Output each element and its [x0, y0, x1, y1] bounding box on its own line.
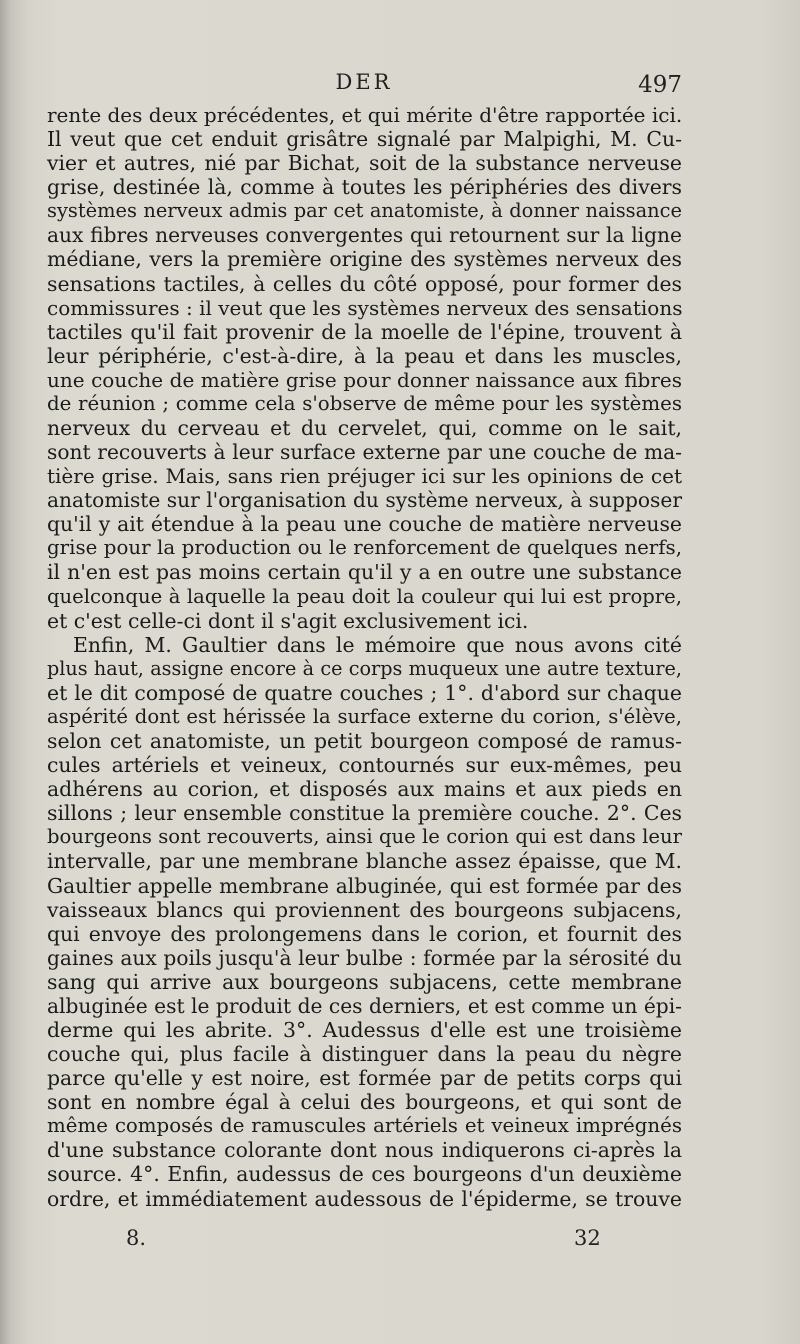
text-line: intervalle, par une membrane blanche assez épaisse, que M. — [47, 849, 682, 874]
text-line: gaines aux poils jusqu'à leur bulbe : formée par la sérosité du — [47, 945, 682, 970]
text-line: bourgeons sont recouverts, ainsi que le corion qui est dans leur — [47, 825, 682, 849]
text-line: sont en nombre égal à celui des bourgeons, et qui sont de — [47, 1090, 682, 1115]
text-line: parce qu'elle y est noire, est formée par de petits corps qui — [47, 1066, 682, 1091]
text-line: aspérité dont est hérissée la surface externe du corion, s'élève, — [47, 704, 682, 728]
text-line: il n'en est pas moins certain qu'il y a en outre une substance — [47, 560, 682, 585]
text-line: vaisseaux blancs qui proviennent des bourgeons subjacens, — [47, 897, 682, 922]
text-line: sang qui arrive aux bourgeons subjacens, cette membrane — [47, 969, 682, 994]
text-line: d'une substance colorante dont nous indiquerons ci-après la — [47, 1138, 682, 1163]
text-line: nerveux du cerveau et du cervelet, qui, comme on le sait, — [47, 416, 682, 441]
text-line: cules artériels et veineux, contournés sur eux-mêmes, peu — [47, 753, 682, 778]
text-line: source. 4°. Enfin, audessus de ces bourgeons d'un deuxième — [47, 1162, 682, 1187]
text-line: vier et autres, nié par Bichat, soit de la substance nerveuse — [47, 151, 682, 176]
page-number: 497 — [638, 72, 682, 98]
text-line: qui envoye des prolongemens dans le corion, et fournit des — [47, 921, 682, 946]
text-line: derme qui les abrite. 3°. Audessus d'elle est une troisième — [47, 1017, 682, 1042]
text-line: sillons ; leur ensemble constitue la première couche. 2°. Ces — [47, 801, 682, 826]
text-line: grise, destinée là, comme à toutes les périphéries des divers — [47, 175, 682, 200]
text-line: qu'il y ait étendue à la peau une couche de matière nerveuse — [47, 512, 682, 537]
signature-mark: 8. — [126, 1226, 147, 1250]
text-line: quelconque à laquelle la peau doit la couleur qui lui est propre, — [47, 584, 682, 608]
text-line: aux fibres nerveuses convergentes qui retournent sur la ligne — [47, 223, 682, 248]
text-line: de réunion ; comme cela s'observe de même pour les systèmes — [47, 391, 682, 415]
text-line: Il veut que cet enduit grisâtre signalé par Malpighi, M. Cu- — [47, 127, 682, 152]
text-line: systèmes nerveux admis par cet anatomiste, à donner naissance — [47, 199, 682, 223]
text-line: Gaultier appelle membrane albuginée, qui est formée par des — [47, 873, 682, 898]
text-line: médiane, vers la première origine des systèmes nerveux des — [47, 247, 682, 272]
text-line: adhérens au corion, et disposés aux mains et aux pieds en — [47, 777, 682, 802]
page-footer — [46, 1226, 682, 1256]
text-line: grise pour la production ou le renforcement de quelques nerfs, — [47, 536, 682, 560]
text-line: leur périphérie, c'est-à-dire, à la peau et dans les muscles, — [47, 343, 682, 368]
text-line: selon cet anatomiste, un petit bourgeon composé de ramus- — [47, 729, 682, 754]
text-line: plus haut, assigne encore à ce corps muqueux une autre texture, — [47, 656, 682, 680]
text-line: sont recouverts à leur surface externe par une couche de ma- — [47, 440, 682, 465]
body-text — [47, 103, 682, 1211]
text-line: et c'est celle-ci dont il s'agit exclusivement ici. — [47, 608, 529, 633]
text-line: sensations tactiles, à celles du côté opposé, pour former des — [47, 271, 682, 296]
text-line: couche qui, plus facile à distinguer dans la peau du nègre — [47, 1042, 682, 1067]
text-line: commissures : il veut que les systèmes nerveux des sensations — [47, 295, 683, 320]
text-line: rente des deux précédentes, et qui mérite d'être rapportée ici. — [47, 103, 683, 127]
running-header — [46, 70, 682, 104]
text-line: albuginée est le produit de ces derniers, et est comme un épi- — [47, 993, 682, 1018]
text-line: tière grise. Mais, sans rien préjuger ici sur les opinions de cet — [47, 464, 682, 489]
text-line: ordre, et immédiatement audessous de l'épiderme, se trouve — [47, 1186, 682, 1211]
text-line: anatomiste sur l'organisation du système nerveux, à supposer — [47, 488, 682, 513]
text-line: Enfin, M. Gaultier dans le mémoire que nous avons cité — [73, 632, 682, 657]
text-line: tactiles qu'il fait provenir de la moelle de l'épine, trouvent à — [47, 319, 682, 344]
text-line: et le dit composé de quatre couches ; 1°. d'abord sur chaque — [47, 680, 682, 705]
text-line: une couche de matière grise pour donner naissance aux fibres — [47, 367, 682, 392]
running-title: DER — [335, 70, 393, 94]
sheet-number: 32 — [574, 1226, 601, 1250]
text-line: même composés de ramuscules artériels et veineux imprégnés — [47, 1114, 682, 1138]
